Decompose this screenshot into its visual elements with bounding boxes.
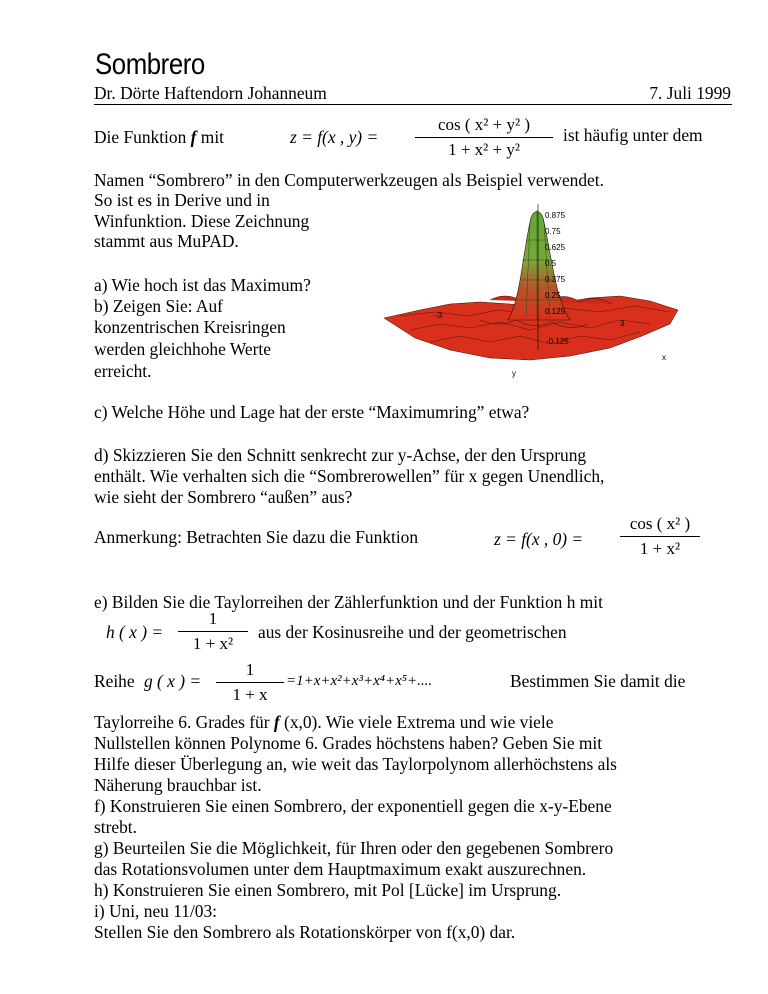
task-g-line1: g) Beurteilen Sie die Möglichkeit, für Ihren oder den gegebenen Sombrero	[94, 838, 614, 858]
task-b-line3: werden gleichhohe Werte	[94, 339, 271, 359]
h-fraction	[178, 609, 248, 654]
intro-tail: ist häufig unter dem	[563, 125, 703, 145]
tick-025: 0.25	[545, 291, 561, 300]
header-rule	[94, 104, 732, 105]
task-e-line3: Nullstellen können Polynome 6. Grades höchstens haben? Geben Sie mit	[94, 733, 603, 753]
g-tail: Bestimmen Sie damit die	[510, 671, 686, 691]
intro-denominator: 1 + x² + y²	[448, 140, 520, 159]
x-axis-label: x	[662, 353, 666, 362]
g-denominator: 1 + x	[232, 685, 268, 704]
h-lhs: h ( x ) =	[106, 622, 164, 642]
task-d-line2: enthält. Wie verhalten sich die “Sombrerowellen” für x gegen Unendlich,	[94, 466, 605, 486]
y-axis-label: y	[512, 369, 516, 378]
date: 7. Juli 1999	[649, 83, 731, 103]
task-b-line4: erreicht.	[94, 361, 152, 381]
tick-neg0125: -0.125	[546, 337, 569, 346]
author: Dr. Dörte Haftendorn Johanneum	[94, 83, 327, 103]
g-fraction	[216, 660, 284, 705]
task-c: c) Welche Höhe und Lage hat der erste “Maximumring” etwa?	[94, 402, 530, 422]
task-d-line1: d) Skizzieren Sie den Schnitt senkrecht zur y-Achse, der den Ursprung	[94, 445, 587, 465]
task-i-line2: Stellen Sie den Sombrero als Rotationskörper von f(x,0) dar.	[94, 922, 516, 942]
surface-peak	[508, 212, 570, 321]
note-numerator: cos ( x² )	[629, 514, 691, 533]
note-fraction	[620, 514, 700, 559]
g-numerator: 1	[245, 660, 255, 679]
intro-line2: Namen “Sombrero” in den Computerwerkzeugen als Beispiel verwendet.	[94, 170, 604, 190]
task-f-line1: f) Konstruieren Sie einen Sombrero, der exponentiell gegen die x-y-Ebene	[94, 796, 612, 816]
note-denominator: 1 + x²	[639, 539, 681, 558]
intro-lead: Die Funktion f mit	[94, 127, 224, 147]
reihe-label: Reihe	[94, 671, 135, 691]
task-a: a) Wie hoch ist das Maximum?	[94, 275, 311, 295]
tick-075: 0.75	[545, 227, 561, 236]
intro-line3: So ist es in Derive und in	[94, 190, 270, 210]
document-title: Sombrero	[95, 48, 205, 81]
task-d-line3: wie sieht der Sombrero “außen” aus?	[94, 487, 353, 507]
tick-0875: 0.875	[545, 211, 566, 220]
tick-0125: 0.125	[545, 307, 566, 316]
task-b-line1: b) Zeigen Sie: Auf	[94, 296, 223, 316]
tick-05: 0.5	[545, 259, 557, 268]
task-h: h) Konstruieren Sie einen Sombrero, mit Pol [Lücke] im Ursprung.	[94, 880, 562, 900]
tick-neg3: -3	[435, 311, 443, 320]
tick-0625: 0.625	[545, 243, 566, 252]
intro-numerator: cos ( x² + y² )	[437, 115, 530, 134]
intro-formula-lhs: z = f(x , y) =	[290, 127, 379, 147]
intro-formula-fraction	[415, 115, 553, 160]
tick-3: 3	[620, 319, 625, 328]
note-formula-lhs: z = f(x , 0) =	[494, 529, 584, 549]
task-e-line4: Hilfe dieser Überlegung an, wie weit das Taylorpolynom allerhöchstens als	[94, 754, 617, 774]
note-lead: Anmerkung: Betrachten Sie dazu die Funktion	[94, 527, 419, 547]
task-g-line2: das Rotationsvolumen unter dem Hauptmaximum exakt auszurechnen.	[94, 859, 587, 879]
task-i-line1: i) Uni, neu 11/03:	[94, 901, 218, 921]
g-lhs: g ( x ) =	[144, 671, 202, 691]
task-e-line2: Taylorreihe 6. Grades für f (x,0). Wie viele Extrema und wie viele	[94, 712, 554, 732]
intro-line4: Winfunktion. Diese Zeichnung	[94, 211, 310, 231]
task-e-line1: e) Bilden Sie die Taylorreihen der Zählerfunktion und der Funktion h mit	[94, 592, 603, 612]
h-denominator: 1 + x²	[192, 634, 234, 653]
task-f-line2: strebt.	[94, 817, 137, 837]
task-b-line2: konzentrischen Kreisringen	[94, 317, 286, 337]
h-tail: aus der Kosinusreihe und der geometrischen	[258, 622, 567, 642]
tick-0375: 0.375	[545, 275, 566, 284]
task-e-line5: Näherung brauchbar ist.	[94, 775, 262, 795]
h-numerator: 1	[208, 609, 218, 628]
sombrero-plot	[380, 200, 682, 380]
g-series: =1+x+x²+x³+x⁴+x⁵+....	[286, 673, 433, 689]
intro-line5: stammt aus MuPAD.	[94, 231, 239, 251]
